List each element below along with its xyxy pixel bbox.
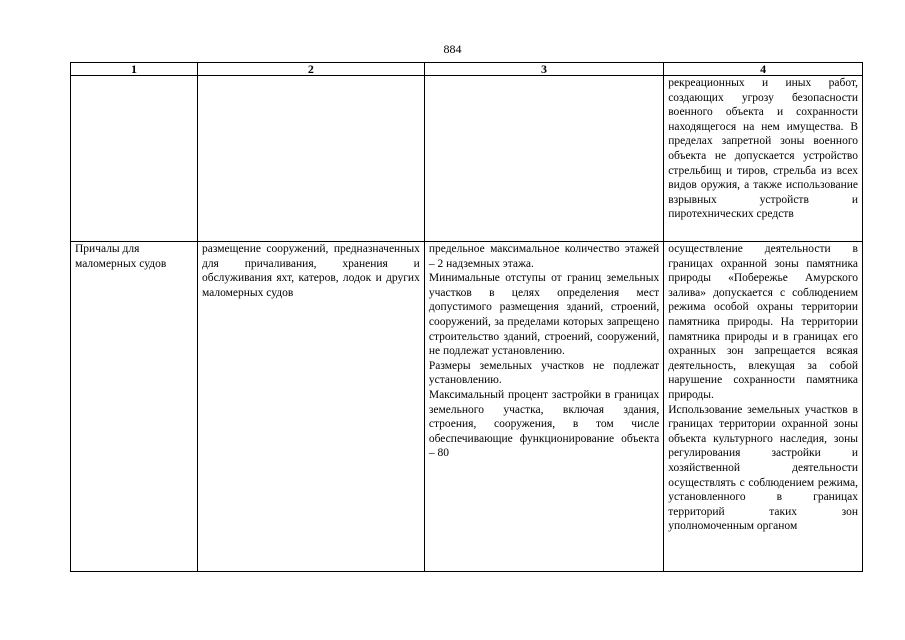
paragraph: осуществление деятельности в границах охранной зоны памятника природы «Побережье Амурского залива» допускается с соблюдением режима особой охраны территории памятника природы. На территории памятника природы и в границах его охранных зон запрещается всякая деятельность, влекущая за собой нарушение сохранности памятника природы. <box>668 243 858 401</box>
table-row <box>71 242 863 572</box>
cell-use-description <box>197 242 424 572</box>
paragraph: Использование земельных участков в границах территории охранной зоны объекта культурного наследия, зоны регулирования застройки и хозяйственной деятельности осуществлять с соблюдением режима, установленного в границах территорий таких зон уполномоченным органом <box>668 403 858 533</box>
paragraph: Максимальный процент застройки в границах земельного участка, включая здания, строения, сооружения, в том числе обеспечивающие функционирование объекта – 80 <box>428 388 660 460</box>
cell-col4 <box>664 76 863 242</box>
cell-text: рекреационных и иных работ, создающих угрозу безопасности военного объекта и сохранности находящегося на нем имущества. В пределах запретной зоны военного объекта не допускается устройство стрельбищ и тиров, стрельба из всех видов оружия, а также использование взрывных устройств и пиротехнических средств <box>668 77 858 221</box>
cell-col1 <box>71 76 198 242</box>
cell-parameters <box>424 242 663 572</box>
paragraph: предельное максимальное количество этажей – 2 надземных этажа. <box>428 243 660 270</box>
document-table <box>70 62 863 572</box>
cell-text: размещение сооружений, предназначенных для причаливания, хранения и обслуживания яхт, катеров, лодок и других маломерных судов <box>201 243 420 299</box>
cell-col3 <box>424 76 663 242</box>
table-row <box>71 76 863 242</box>
page-number: 884 <box>443 42 462 56</box>
cell-restrictions <box>664 242 863 572</box>
column-header-1: 1 <box>71 63 198 76</box>
paragraph: Размеры земельных участков не подлежат установлению. <box>428 359 660 387</box>
table-header-row <box>71 63 863 76</box>
column-header-2: 2 <box>197 63 424 76</box>
column-header-3: 3 <box>424 63 663 76</box>
cell-object-name: Причалы для маломерных судов <box>71 242 198 572</box>
column-header-4: 4 <box>664 63 863 76</box>
cell-col2 <box>197 76 424 242</box>
paragraph: Минимальные отступы от границ земельных участков в целях определения мест допустимого размещения зданий, строений, сооружений, за пределами которых запрещено строительство зданий, строений, сооружений, не подлежат установлению. <box>428 272 660 358</box>
